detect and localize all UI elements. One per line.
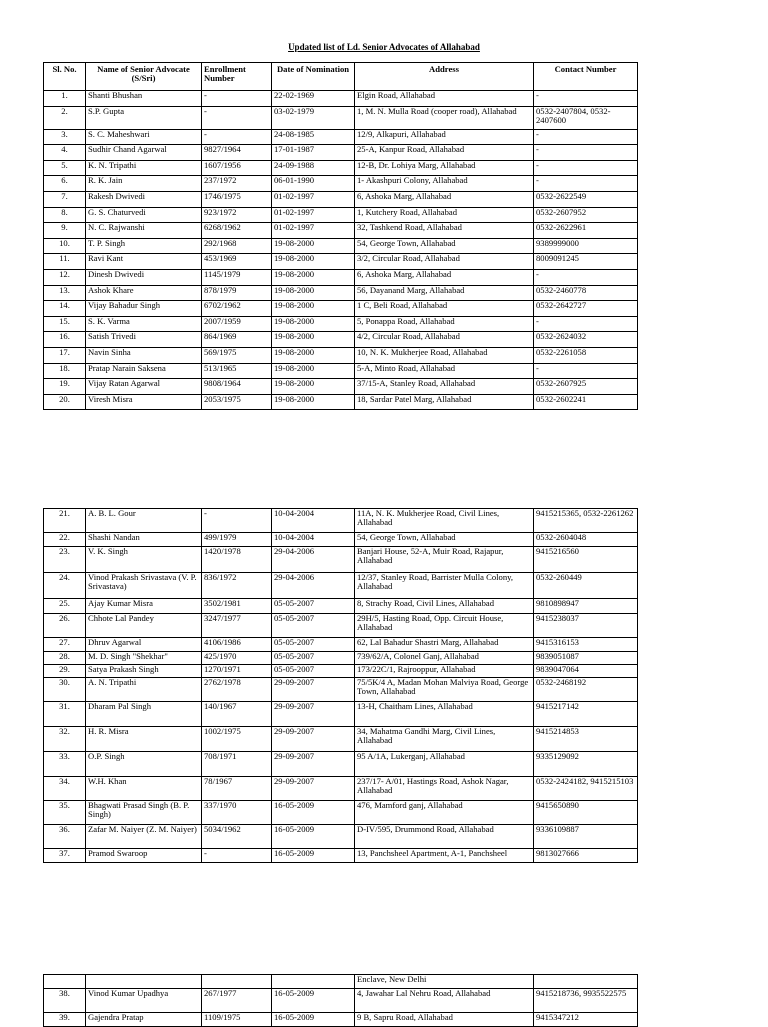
cell-nomination-date: 29-09-2007 [272, 752, 355, 777]
cell-enrollment-number: 708/1971 [202, 752, 272, 777]
cell-enrollment-number: 836/1972 [202, 573, 272, 599]
table-row [44, 777, 638, 801]
cell-sl-no: 31. [44, 702, 86, 727]
cell-address: 25-A, Kanpur Road, Allahabad [355, 145, 534, 161]
cell-sl-no: 2. [44, 106, 86, 129]
cell-sl-no: 7. [44, 191, 86, 207]
table-row [44, 825, 638, 849]
cell-advocate-name: M. D. Singh "Shekhar" [86, 652, 202, 665]
cell-advocate-name: Dinesh Dwivedi [86, 269, 202, 285]
cell-address: 56, Dayanand Marg, Allahabad [355, 285, 534, 301]
table-row [44, 638, 638, 652]
cell-address: 3/2, Circular Road, Allahabad [355, 254, 534, 270]
cell-nomination-date: 05-05-2007 [272, 599, 355, 614]
table-row [44, 752, 638, 777]
cell-nomination-date [272, 975, 355, 989]
cell-nomination-date: 19-08-2000 [272, 347, 355, 363]
cell-contact-number: 0532-2261058 [534, 347, 638, 363]
cell-enrollment-number: 569/1975 [202, 347, 272, 363]
table-row [44, 702, 638, 727]
cell-nomination-date: 19-08-2000 [272, 363, 355, 379]
cell-nomination-date: 03-02-1979 [272, 106, 355, 129]
cell-enrollment-number: 1420/1978 [202, 547, 272, 573]
cell-enrollment-number: 453/1969 [202, 254, 272, 270]
cell-contact-number: - [534, 160, 638, 176]
cell-nomination-date: 16-05-2009 [272, 825, 355, 849]
cell-enrollment-number: 337/1970 [202, 801, 272, 825]
cell-enrollment-number: 2053/1975 [202, 394, 272, 410]
cell-advocate-name: Shashi Nandan [86, 533, 202, 547]
cell-advocate-name: V. K. Singh [86, 547, 202, 573]
cell-contact-number: 0532-260449 [534, 573, 638, 599]
header-address: Address [355, 63, 534, 91]
cell-enrollment-number: 1109/1975 [202, 1013, 272, 1027]
header-contact: Contact Number [534, 63, 638, 91]
table-row [44, 989, 638, 1013]
cell-contact-number: 9415214853 [534, 727, 638, 752]
advocates-table-part-2 [43, 508, 638, 863]
cell-contact-number: 9415316153 [534, 638, 638, 652]
table-header-row [44, 63, 638, 91]
cell-nomination-date: 24-08-1985 [272, 129, 355, 145]
table-row [44, 223, 638, 239]
cell-nomination-date: 10-04-2004 [272, 509, 355, 533]
table-row [44, 801, 638, 825]
cell-contact-number: 0532-2604048 [534, 533, 638, 547]
cell-advocate-name: A. N. Tripathi [86, 678, 202, 702]
cell-sl-no: 20. [44, 394, 86, 410]
cell-enrollment-number: - [202, 91, 272, 107]
table-row [44, 394, 638, 410]
cell-advocate-name: Shanti Bhushan [86, 91, 202, 107]
cell-enrollment-number: 513/1965 [202, 363, 272, 379]
cell-contact-number: 0532-2460778 [534, 285, 638, 301]
cell-advocate-name: Vinod Prakash Srivastava (V. P. Srivastava) [86, 573, 202, 599]
cell-advocate-name: Sudhir Chand Agarwal [86, 145, 202, 161]
cell-advocate-name: Dhruv Agarwal [86, 638, 202, 652]
cell-enrollment-number: 3247/1977 [202, 614, 272, 638]
cell-sl-no: 37. [44, 849, 86, 863]
cell-address: 1- Akashpuri Colony, Allahabad [355, 176, 534, 192]
cell-nomination-date: 05-05-2007 [272, 665, 355, 678]
cell-address: D-IV/595, Drummond Road, Allahabad [355, 825, 534, 849]
cell-address: Elgin Road, Allahabad [355, 91, 534, 107]
table-row [44, 91, 638, 107]
cell-enrollment-number: 6268/1962 [202, 223, 272, 239]
cell-enrollment-number: 923/1972 [202, 207, 272, 223]
cell-nomination-date: 19-08-2000 [272, 269, 355, 285]
cell-contact-number: 9415216560 [534, 547, 638, 573]
cell-address: 12/9, Alkapuri, Allahabad [355, 129, 534, 145]
cell-advocate-name: W.H. Khan [86, 777, 202, 801]
cell-nomination-date: 29-09-2007 [272, 702, 355, 727]
cell-contact-number: 0532-2468192 [534, 678, 638, 702]
cell-address: 4/2, Circular Road, Allahabad [355, 332, 534, 348]
cell-address: 1, Kutchery Road, Allahabad [355, 207, 534, 223]
cell-sl-no: 1. [44, 91, 86, 107]
table-row [44, 316, 638, 332]
header-name: Name of Senior Advocate (S/Sri) [86, 63, 202, 91]
cell-enrollment-number: 2762/1978 [202, 678, 272, 702]
cell-contact-number: 9336109887 [534, 825, 638, 849]
cell-nomination-date: 29-04-2006 [272, 573, 355, 599]
cell-advocate-name: Satya Prakash Singh [86, 665, 202, 678]
cell-address: 5, Ponappa Road, Allahabad [355, 316, 534, 332]
cell-contact-number: 0532-2602241 [534, 394, 638, 410]
table-row [44, 975, 638, 989]
table-row [44, 129, 638, 145]
cell-advocate-name: O.P. Singh [86, 752, 202, 777]
table-row [44, 301, 638, 317]
cell-enrollment-number: 4106/1986 [202, 638, 272, 652]
cell-advocate-name [86, 975, 202, 989]
cell-address: 6, Ashoka Marg, Allahabad [355, 191, 534, 207]
cell-contact-number: 9415650890 [534, 801, 638, 825]
cell-sl-no: 10. [44, 238, 86, 254]
cell-advocate-name: Satish Trivedi [86, 332, 202, 348]
cell-address: 237/17- A/01, Hastings Road, Ashok Nagar, Allahabad [355, 777, 534, 801]
cell-enrollment-number: 1002/1975 [202, 727, 272, 752]
cell-enrollment-number: 425/1970 [202, 652, 272, 665]
cell-nomination-date: 19-08-2000 [272, 285, 355, 301]
cell-contact-number: - [534, 129, 638, 145]
table-row [44, 509, 638, 533]
cell-enrollment-number: - [202, 106, 272, 129]
cell-advocate-name: S. K. Varma [86, 316, 202, 332]
cell-sl-no [44, 975, 86, 989]
cell-enrollment-number: - [202, 129, 272, 145]
cell-sl-no: 28. [44, 652, 86, 665]
cell-nomination-date: 29-09-2007 [272, 777, 355, 801]
cell-advocate-name: T. P. Singh [86, 238, 202, 254]
table-row [44, 176, 638, 192]
cell-nomination-date: 17-01-1987 [272, 145, 355, 161]
cell-address: 173/22C/1, Rajrooppur, Allahabad [355, 665, 534, 678]
cell-address: 13, Panchsheel Apartment, A-1, Panchsheel [355, 849, 534, 863]
cell-contact-number: 0532-2424182, 9415215103 [534, 777, 638, 801]
cell-sl-no: 22. [44, 533, 86, 547]
cell-sl-no: 3. [44, 129, 86, 145]
cell-nomination-date: 19-08-2000 [272, 332, 355, 348]
cell-contact-number: 8009091245 [534, 254, 638, 270]
cell-nomination-date: 16-05-2009 [272, 849, 355, 863]
cell-enrollment-number: 5034/1962 [202, 825, 272, 849]
cell-address: 95 A/1A, Lukerganj, Allahabad [355, 752, 534, 777]
cell-address: 9 B, Sapru Road, Allahabad [355, 1013, 534, 1027]
cell-sl-no: 35. [44, 801, 86, 825]
cell-nomination-date: 01-02-1997 [272, 191, 355, 207]
cell-enrollment-number: 1145/1979 [202, 269, 272, 285]
cell-contact-number: - [534, 316, 638, 332]
cell-sl-no: 26. [44, 614, 86, 638]
table-row [44, 573, 638, 599]
cell-sl-no: 32. [44, 727, 86, 752]
cell-nomination-date: 24-09-1988 [272, 160, 355, 176]
cell-contact-number: - [534, 269, 638, 285]
cell-nomination-date: 19-08-2000 [272, 379, 355, 395]
cell-sl-no: 24. [44, 573, 86, 599]
cell-enrollment-number: 6702/1962 [202, 301, 272, 317]
cell-advocate-name: Dharam Pal Singh [86, 702, 202, 727]
cell-contact-number: 0532-2607952 [534, 207, 638, 223]
cell-address: Banjari House, 52-A, Muir Road, Rajapur, Allahabad [355, 547, 534, 573]
cell-sl-no: 6. [44, 176, 86, 192]
cell-nomination-date: 29-09-2007 [272, 727, 355, 752]
cell-address: 11A, N. K. Mukherjee Road, Civil Lines, Allahabad [355, 509, 534, 533]
cell-advocate-name: H. R. Misra [86, 727, 202, 752]
cell-nomination-date: 10-04-2004 [272, 533, 355, 547]
cell-sl-no: 34. [44, 777, 86, 801]
cell-enrollment-number: 78/1967 [202, 777, 272, 801]
table-row [44, 379, 638, 395]
cell-nomination-date: 16-05-2009 [272, 801, 355, 825]
cell-advocate-name: G. S. Chaturvedi [86, 207, 202, 223]
cell-sl-no: 17. [44, 347, 86, 363]
cell-advocate-name: Rakesh Dwivedi [86, 191, 202, 207]
table-row [44, 599, 638, 614]
cell-sl-no: 11. [44, 254, 86, 270]
cell-enrollment-number: 864/1969 [202, 332, 272, 348]
cell-advocate-name: R. K. Jain [86, 176, 202, 192]
cell-nomination-date: 29-04-2006 [272, 547, 355, 573]
cell-sl-no: 19. [44, 379, 86, 395]
cell-sl-no: 29. [44, 665, 86, 678]
header-sl-no: Sl. No. [44, 63, 86, 91]
cell-advocate-name: Vijay Bahadur Singh [86, 301, 202, 317]
cell-advocate-name: Navin Sinha [86, 347, 202, 363]
cell-advocate-name: S. C. Maheshwari [86, 129, 202, 145]
table-row [44, 207, 638, 223]
cell-enrollment-number [202, 975, 272, 989]
cell-address: 12-B, Dr. Lohiya Marg, Allahabad [355, 160, 534, 176]
cell-contact-number [534, 975, 638, 989]
cell-address: 476, Mamford ganj, Allahabad [355, 801, 534, 825]
table-row [44, 332, 638, 348]
cell-advocate-name: Ravi Kant [86, 254, 202, 270]
cell-nomination-date: 29-09-2007 [272, 678, 355, 702]
cell-advocate-name: Vinod Kumar Upadhya [86, 989, 202, 1013]
cell-advocate-name: K. N. Tripathi [86, 160, 202, 176]
cell-nomination-date: 19-08-2000 [272, 316, 355, 332]
document-title: Updated list of Ld. Senior Advocates of Allahabad [288, 42, 480, 52]
cell-contact-number: - [534, 176, 638, 192]
cell-advocate-name: N. C. Rajwanshi [86, 223, 202, 239]
advocates-table-part-1 [43, 62, 638, 410]
cell-advocate-name: Viresh Misra [86, 394, 202, 410]
cell-address: 6, Ashoka Marg, Allahabad [355, 269, 534, 285]
cell-address: 10, N. K. Mukherjee Road, Allahabad [355, 347, 534, 363]
cell-contact-number: - [534, 91, 638, 107]
cell-address: 18, Sardar Patel Marg, Allahabad [355, 394, 534, 410]
cell-enrollment-number: 1746/1975 [202, 191, 272, 207]
cell-sl-no: 8. [44, 207, 86, 223]
table-row [44, 547, 638, 573]
cell-nomination-date: 05-05-2007 [272, 638, 355, 652]
cell-sl-no: 15. [44, 316, 86, 332]
cell-sl-no: 33. [44, 752, 86, 777]
cell-enrollment-number: 267/1977 [202, 989, 272, 1013]
cell-address: 75/5K/4 A, Madan Mohan Malviya Road, George Town, Allahabad [355, 678, 534, 702]
table-row [44, 727, 638, 752]
cell-sl-no: 27. [44, 638, 86, 652]
cell-enrollment-number: 9808/1964 [202, 379, 272, 395]
table-row [44, 363, 638, 379]
cell-sl-no: 16. [44, 332, 86, 348]
table-row [44, 614, 638, 638]
header-date: Date of Nomination [272, 63, 355, 91]
cell-enrollment-number: 1270/1971 [202, 665, 272, 678]
cell-advocate-name: Chhote Lal Pandey [86, 614, 202, 638]
cell-nomination-date: 19-08-2000 [272, 301, 355, 317]
table-row [44, 533, 638, 547]
cell-enrollment-number: 140/1967 [202, 702, 272, 727]
cell-advocate-name: A. B. L. Gour [86, 509, 202, 533]
cell-advocate-name: Gajendra Pratap [86, 1013, 202, 1027]
table-row [44, 145, 638, 161]
cell-address: 1, M. N. Mulla Road (cooper road), Allahabad [355, 106, 534, 129]
cell-sl-no: 25. [44, 599, 86, 614]
cell-enrollment-number: 499/1979 [202, 533, 272, 547]
advocates-table-part-3 [43, 974, 638, 1027]
table-row [44, 254, 638, 270]
header-enrollment: Enrollment Number [202, 63, 272, 91]
cell-contact-number: - [534, 363, 638, 379]
cell-sl-no: 21. [44, 509, 86, 533]
cell-address: 62, Lal Bahadur Shastri Marg, Allahabad [355, 638, 534, 652]
cell-enrollment-number: 292/1968 [202, 238, 272, 254]
cell-sl-no: 23. [44, 547, 86, 573]
cell-sl-no: 39. [44, 1013, 86, 1027]
cell-address: Enclave, New Delhi [355, 975, 534, 989]
cell-contact-number: 0532-2622961 [534, 223, 638, 239]
cell-enrollment-number: 1607/1956 [202, 160, 272, 176]
cell-address: 1 C, Beli Road, Allahabad [355, 301, 534, 317]
cell-enrollment-number: 3502/1981 [202, 599, 272, 614]
table-row [44, 347, 638, 363]
cell-contact-number: 0532-2624032 [534, 332, 638, 348]
table-row [44, 269, 638, 285]
table-row [44, 849, 638, 863]
table-row [44, 678, 638, 702]
cell-sl-no: 4. [44, 145, 86, 161]
cell-address: 54, George Town, Allahabad [355, 238, 534, 254]
cell-advocate-name: Bhagwati Prasad Singh (B. P. Singh) [86, 801, 202, 825]
cell-contact-number: 9415215365, 0532-2261262 [534, 509, 638, 533]
cell-address: 32, Tashkend Road, Allahabad [355, 223, 534, 239]
cell-nomination-date: 05-05-2007 [272, 652, 355, 665]
cell-advocate-name: Pratap Narain Saksena [86, 363, 202, 379]
cell-address: 29H/5, Hasting Road, Opp. Circuit House, Allahabad [355, 614, 534, 638]
cell-enrollment-number: - [202, 849, 272, 863]
cell-address: 739/62/A, Colonel Ganj, Allahabad [355, 652, 534, 665]
cell-advocate-name: Pramod Swaroop [86, 849, 202, 863]
cell-address: 8, Strachy Road, Civil Lines, Allahabad [355, 599, 534, 614]
table-row [44, 238, 638, 254]
cell-nomination-date: 19-08-2000 [272, 394, 355, 410]
cell-enrollment-number: 2007/1959 [202, 316, 272, 332]
cell-sl-no: 38. [44, 989, 86, 1013]
table-row [44, 285, 638, 301]
cell-enrollment-number: - [202, 509, 272, 533]
cell-sl-no: 30. [44, 678, 86, 702]
cell-address: 37/15-A, Stanley Road, Allahabad [355, 379, 534, 395]
cell-enrollment-number: 9827/1964 [202, 145, 272, 161]
cell-advocate-name: Ajay Kumar Misra [86, 599, 202, 614]
cell-nomination-date: 16-05-2009 [272, 989, 355, 1013]
cell-contact-number: - [534, 145, 638, 161]
cell-address: 13-H, Chaitham Lines, Allahabad [355, 702, 534, 727]
cell-nomination-date: 19-08-2000 [272, 254, 355, 270]
cell-advocate-name: Zafar M. Naiyer (Z. M. Naiyer) [86, 825, 202, 849]
cell-contact-number: 9839051087 [534, 652, 638, 665]
cell-address: 4, Jawahar Lal Nehru Road, Allahabad [355, 989, 534, 1013]
cell-address: 34, Mahatma Gandhi Marg, Civil Lines, Allahabad [355, 727, 534, 752]
cell-address: 54, George Town, Allahabad [355, 533, 534, 547]
cell-nomination-date: 01-02-1997 [272, 207, 355, 223]
cell-contact-number: 9415218736, 9935522575 [534, 989, 638, 1013]
cell-contact-number: 9813027666 [534, 849, 638, 863]
table-row [44, 665, 638, 678]
table-row [44, 652, 638, 665]
cell-sl-no: 18. [44, 363, 86, 379]
cell-sl-no: 5. [44, 160, 86, 176]
cell-sl-no: 14. [44, 301, 86, 317]
cell-nomination-date: 22-02-1969 [272, 91, 355, 107]
cell-sl-no: 36. [44, 825, 86, 849]
cell-nomination-date: 05-05-2007 [272, 614, 355, 638]
cell-enrollment-number: 237/1972 [202, 176, 272, 192]
cell-contact-number: 0532-2622549 [534, 191, 638, 207]
table-row [44, 191, 638, 207]
cell-nomination-date: 19-08-2000 [272, 238, 355, 254]
table-row [44, 160, 638, 176]
cell-enrollment-number: 878/1979 [202, 285, 272, 301]
cell-contact-number: 9389999000 [534, 238, 638, 254]
cell-address: 5-A, Minto Road, Allahabad [355, 363, 534, 379]
cell-nomination-date: 06-01-1990 [272, 176, 355, 192]
cell-contact-number: 0532-2642727 [534, 301, 638, 317]
cell-sl-no: 9. [44, 223, 86, 239]
cell-advocate-name: Ashok Khare [86, 285, 202, 301]
cell-contact-number: 9839047064 [534, 665, 638, 678]
cell-contact-number: 0532-2407804, 0532-2407600 [534, 106, 638, 129]
cell-contact-number: 9415347212 [534, 1013, 638, 1027]
cell-contact-number: 9810898947 [534, 599, 638, 614]
cell-nomination-date: 01-02-1997 [272, 223, 355, 239]
table-row [44, 1013, 638, 1027]
cell-sl-no: 12. [44, 269, 86, 285]
cell-advocate-name: S.P. Gupta [86, 106, 202, 129]
table-row [44, 106, 638, 129]
cell-contact-number: 9335129092 [534, 752, 638, 777]
cell-contact-number: 9415217142 [534, 702, 638, 727]
cell-address: 12/37, Stanley Road, Barrister Mulla Colony, Allahabad [355, 573, 534, 599]
cell-sl-no: 13. [44, 285, 86, 301]
cell-contact-number: 0532-2607925 [534, 379, 638, 395]
cell-contact-number: 9415238037 [534, 614, 638, 638]
cell-nomination-date: 16-05-2009 [272, 1013, 355, 1027]
cell-advocate-name: Vijay Ratan Agarwal [86, 379, 202, 395]
